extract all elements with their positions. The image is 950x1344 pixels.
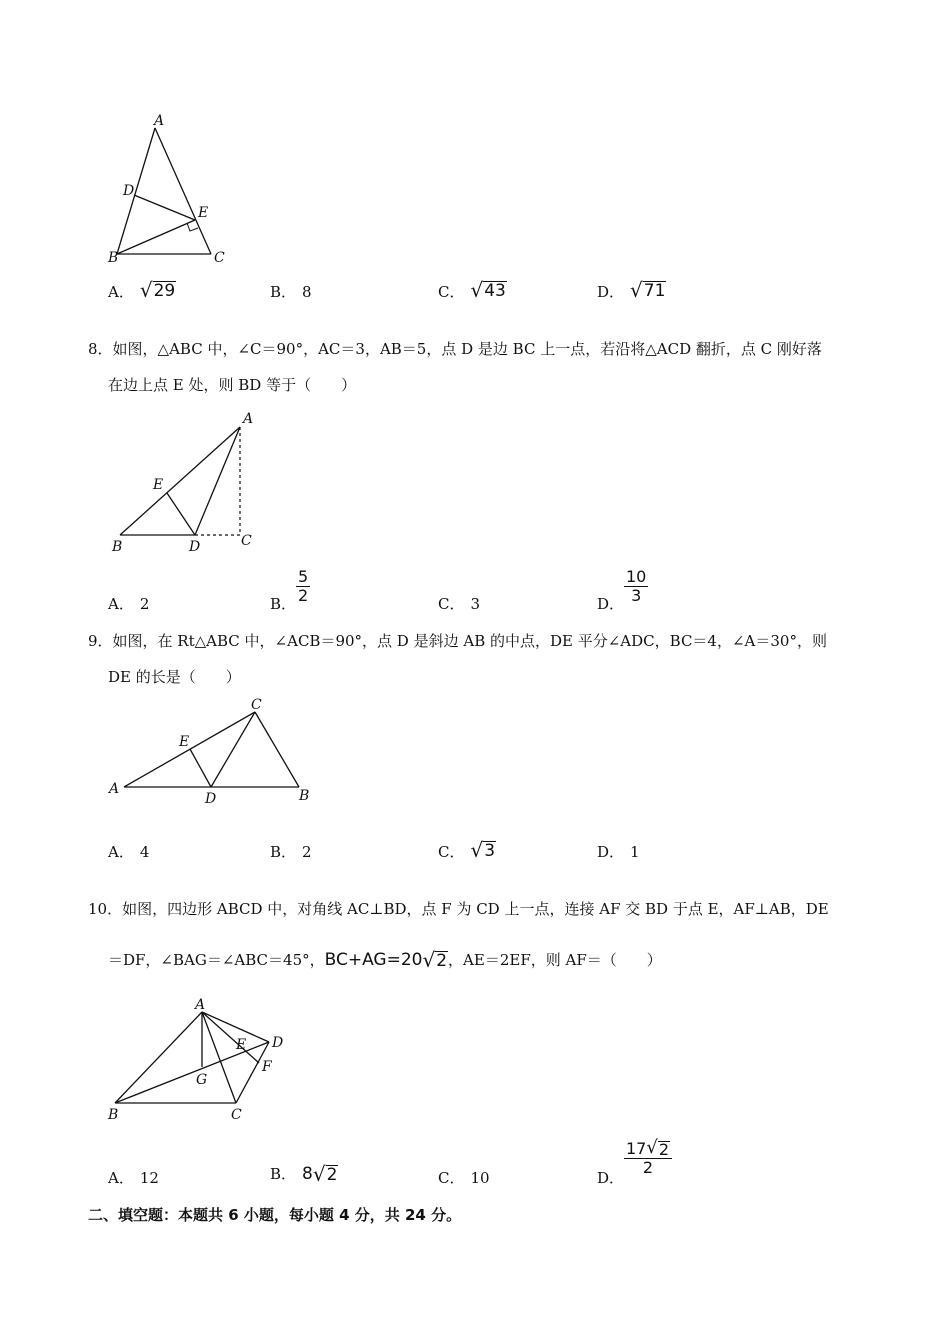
q8-option-d-denominator: 3 [631,586,642,605]
q8-option-a[interactable] [108,594,149,614]
q7-option-d-sqrt: √ 71 [630,278,666,302]
q7-label-A: A [154,113,165,129]
q8-option-b-fraction [296,568,310,605]
q10-option-b[interactable] [270,1164,338,1184]
q10-option-c[interactable] [438,1168,490,1188]
q9-label-D: D [205,791,217,807]
q10-label-A: A [195,997,206,1013]
q10-option-a-value: 12 [139,1169,159,1187]
q8-option-d-numerator: 10 [626,567,647,586]
q7-label-E: E [198,205,209,221]
q10-label-C: C [231,1107,242,1123]
q8-label-D: D [189,539,201,555]
q10-option-d-numerator: 17 √ 2 [624,1138,672,1159]
q8-option-b-denominator: 2 [298,586,309,605]
q7-option-b[interactable] [270,282,312,302]
q7-figure [100,110,240,270]
q9-option-d-value: 1 [630,843,640,861]
q8-option-c-value: 3 [470,595,481,613]
q10-option-c-value: 10 [470,1169,490,1187]
q7-label-C: C [214,250,225,266]
q9-text-line1: 9．如图，在 Rt△ABC 中，∠ACB＝90°，点 D 是斜边 AB 的中点，DE 平分∠ADC，BC＝4，∠A＝30°，则 [88,632,827,650]
q9-option-b[interactable] [270,842,312,862]
q8-text-line2: 在边上点 E 处，则 BD 等于（ ） [108,376,357,394]
q8-option-c[interactable] [438,594,480,614]
q10-label-G: G [196,1072,208,1088]
q10-option-b-sqrt: 8 √ 2 [302,1162,338,1186]
q10-option-d-fraction [624,1138,672,1177]
q9-option-c-sqrt: √ 3 [470,838,496,862]
q10-label-B: B [108,1107,119,1123]
q7-option-a[interactable] [108,280,176,302]
q9-option-b-value: 2 [302,843,312,861]
q7-option-b-label: B． [270,283,297,301]
q8-option-d-fraction [624,568,648,605]
q9-text-line2: DE 的长是（ ） [108,668,241,686]
q7-option-c-sqrt: √ 43 [470,278,506,302]
q8-label-C: C [241,533,252,549]
q9-option-d[interactable] [597,842,640,862]
q8-label-B: B [112,539,123,555]
q10-label-D: D [272,1035,284,1051]
q10-option-a-label: A． [108,1169,134,1187]
q8-label-A: A [243,411,254,427]
q7-label-B: B [108,250,119,266]
q8-option-a-label: A． [108,595,134,613]
q7-option-d[interactable] [597,280,666,302]
q10-option-a[interactable] [108,1168,159,1188]
q9-figure [100,695,325,810]
q8-option-b-label: B． [270,595,297,613]
q7-option-b-value: 8 [302,283,312,301]
q8-option-a-value: 2 [139,595,150,613]
q8-option-d-label: D． [597,595,625,613]
q10-label-E: E [236,1037,247,1053]
q10-given-equation: BC+AG=20 √ 2 [324,948,448,972]
q10-figure [100,995,300,1125]
q10-option-c-label: C． [438,1169,465,1187]
q9-option-b-label: B． [270,843,297,861]
q8-text-line1: 8．如图，△ABC 中，∠C＝90°，AC＝3，AB＝5，点 D 是边 BC 上一点，若沿将△ACD 翻折，点 C 刚好落 [88,340,822,358]
q10-label-F: F [262,1059,272,1075]
q9-label-E: E [179,734,190,750]
q10-text-line2-pre: ＝DF，∠BAG＝∠ABC＝45°， [108,951,325,969]
section-fill-in-title: 二、填空题：本题共 6 小题，每小题 4 分，共 24 分。 [88,1206,462,1224]
q8-option-b-numerator: 5 [298,567,309,586]
q7-label-D: D [123,183,135,199]
q8-option-c-label: C． [438,595,465,613]
q10-text-line2-post: ，AE＝2EF，则 AF＝（ ） [448,951,662,969]
q9-label-C: C [251,697,262,713]
q7-option-a-label: A． [108,283,134,301]
q9-option-c[interactable] [438,840,496,862]
q10-text-line2 [108,950,662,970]
q7-option-a-sqrt: √ 29 [139,278,176,302]
q9-option-d-label: D． [597,843,625,861]
q9-option-c-label: C． [438,843,465,861]
q9-option-a-value: 4 [139,843,150,861]
q9-option-a-label: A． [108,843,134,861]
q10-option-d-denominator: 2 [642,1158,654,1177]
q10-option-d-label: D． [597,1169,625,1187]
q9-label-B: B [299,788,310,804]
q8-label-E: E [153,477,164,493]
q9-option-a[interactable] [108,842,149,862]
q8-figure [100,405,270,560]
q10-option-b-label: B． [270,1165,297,1183]
q7-option-c-label: C． [438,283,465,301]
q10-text-line1: 10．如图，四边形 ABCD 中，对角线 AC⊥BD，点 F 为 CD 上一点，连接 AF 交 BD 于点 E，AF⊥AB，DE [88,900,829,918]
q7-option-d-label: D． [597,283,625,301]
q7-option-c[interactable] [438,280,507,302]
q9-label-A: A [109,781,120,797]
